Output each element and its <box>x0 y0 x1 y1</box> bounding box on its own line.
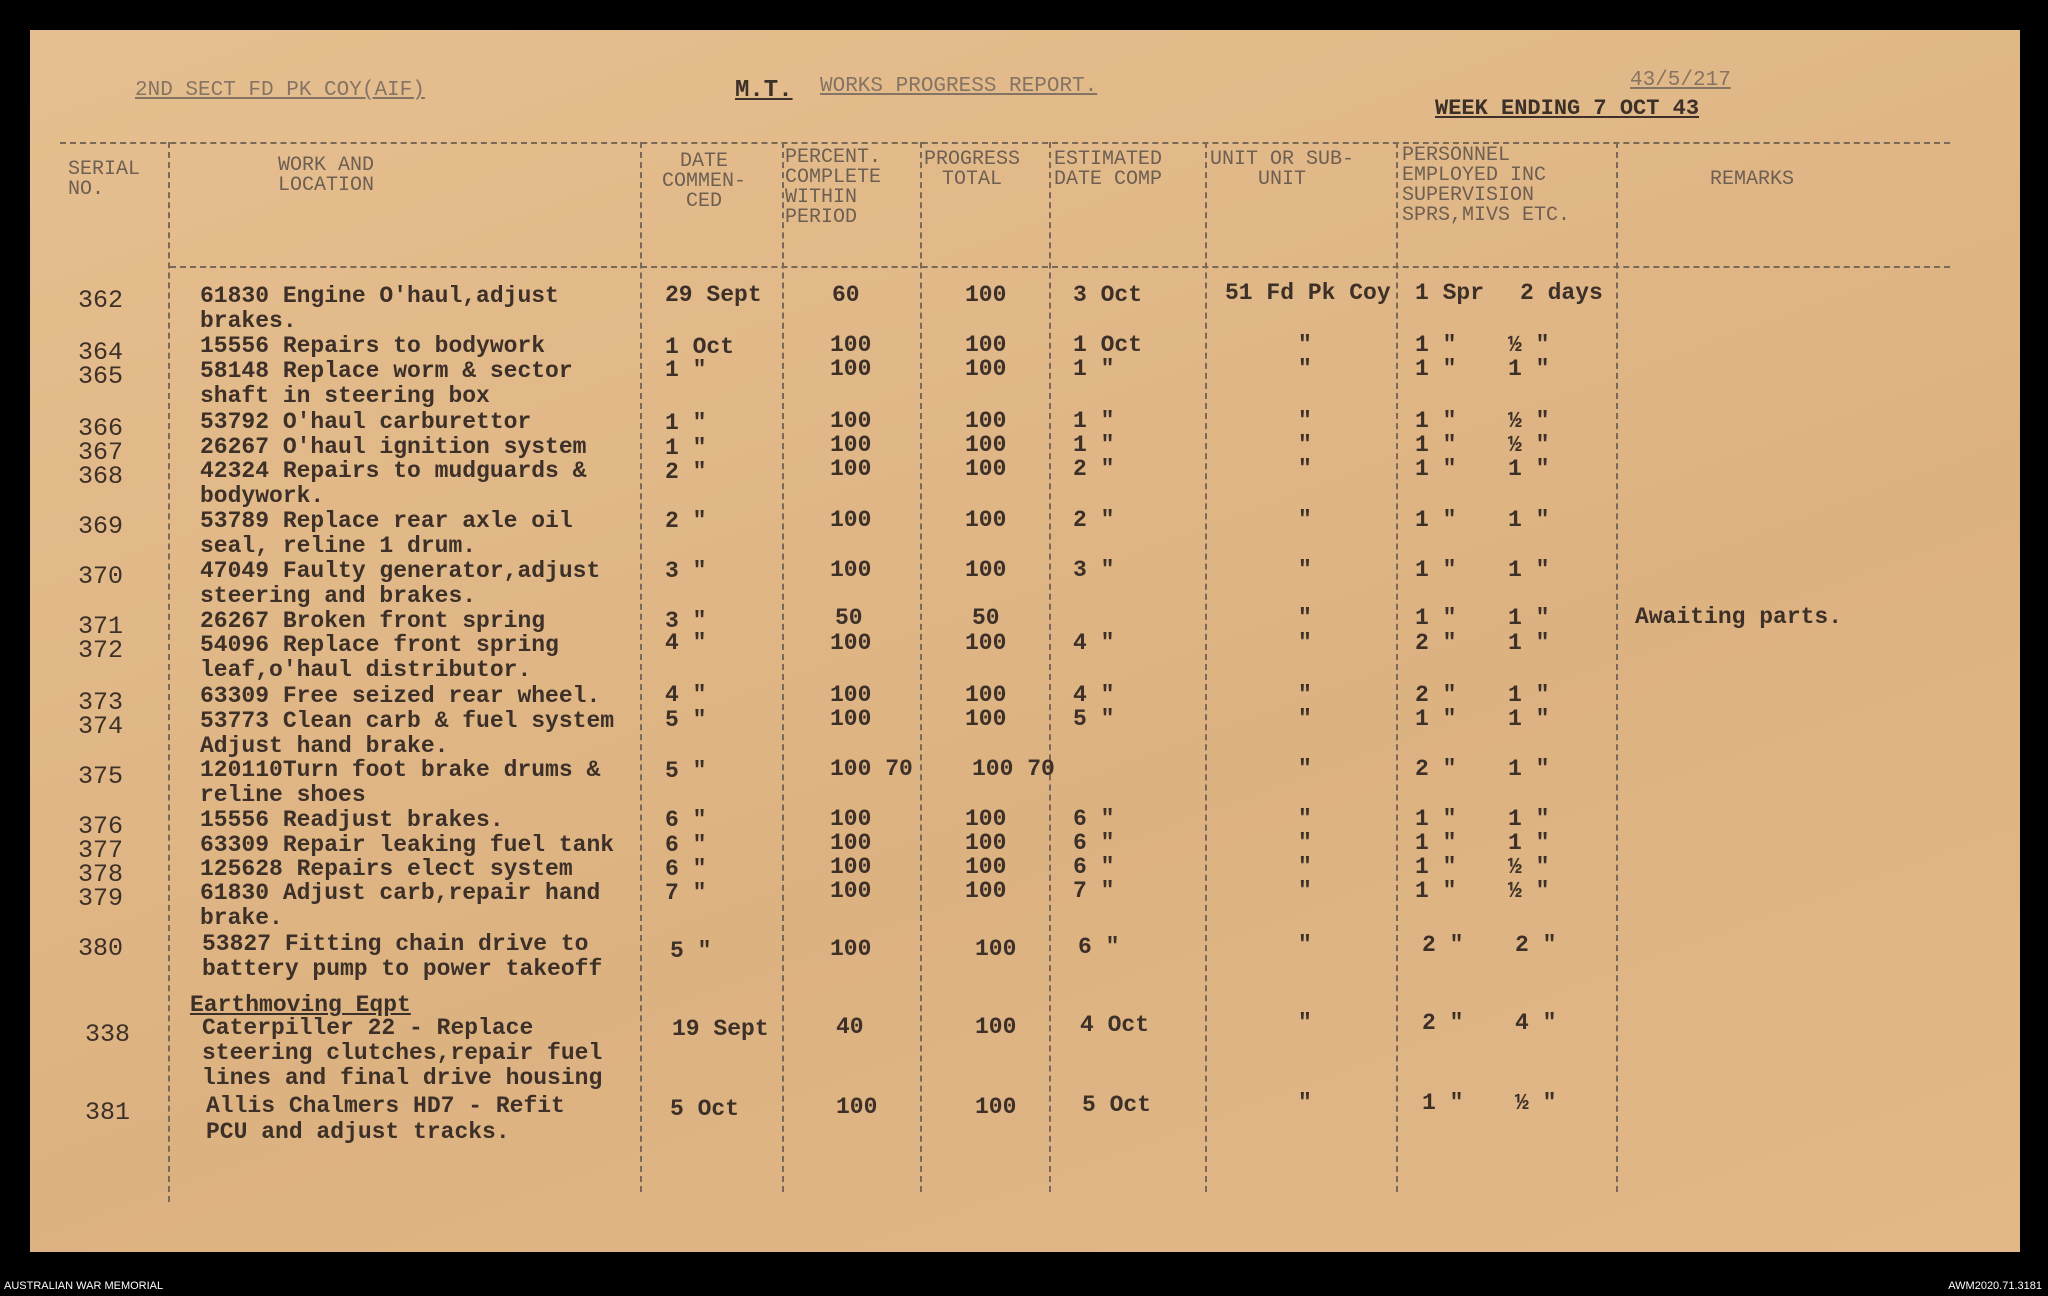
serial-number: 366 <box>78 414 124 443</box>
personnel-count: 1 " <box>1422 1090 1464 1116</box>
estimated-date: 4 " <box>1073 682 1115 708</box>
work-line: 61830 Engine O'haul,adjust <box>200 283 559 309</box>
unit-name: " <box>1298 1090 1312 1116</box>
unit-heading: 2ND SECT FD PK COY(AIF) <box>135 79 425 102</box>
unit-name: " <box>1298 432 1312 458</box>
estimated-date: 2 " <box>1073 456 1115 482</box>
progress-total: 100 <box>965 282 1007 308</box>
serial-number: 377 <box>78 836 124 865</box>
column-divider <box>1049 142 1051 1192</box>
personnel-count: 1 " <box>1415 605 1457 631</box>
work-line: 63309 Free seized rear wheel. <box>200 683 601 709</box>
estimated-date: 1 Oct <box>1073 332 1143 358</box>
file-reference: 43/5/217 <box>1630 69 1731 92</box>
personnel-days: 2 days <box>1520 280 1603 306</box>
work-line: steering clutches,repair fuel <box>202 1040 603 1066</box>
remark-text: Awaiting parts. <box>1635 604 1843 630</box>
percent-complete: 40 <box>836 1014 864 1040</box>
personnel-count: 1 " <box>1415 432 1457 458</box>
personnel-count: 1 Spr <box>1415 280 1485 306</box>
progress-total: 100 <box>965 557 1007 583</box>
percent-complete: 100 <box>830 356 872 382</box>
progress-total: 100 70 <box>972 756 1055 782</box>
serial-number: 369 <box>78 512 124 541</box>
progress-total: 100 <box>975 1094 1017 1120</box>
col-header-serial: SERIAL NO. <box>68 158 141 201</box>
personnel-days: 1 " <box>1508 507 1550 533</box>
date-commenced: 6 " <box>665 856 707 882</box>
personnel-count: 1 " <box>1415 806 1457 832</box>
estimated-date: 5 " <box>1073 706 1115 732</box>
date-commenced: 4 " <box>665 630 707 656</box>
personnel-days: ½ " <box>1515 1090 1557 1116</box>
personnel-count: 1 " <box>1415 332 1457 358</box>
serial-number: 381 <box>85 1098 131 1127</box>
estimated-date: 4 " <box>1073 630 1115 656</box>
column-divider <box>920 142 922 1192</box>
date-commenced: 19 Sept <box>672 1016 769 1042</box>
percent-complete: 100 <box>830 456 872 482</box>
column-divider <box>640 142 642 1192</box>
work-line: PCU and adjust tracks. <box>206 1119 510 1145</box>
personnel-count: 2 " <box>1422 1010 1464 1036</box>
progress-total: 100 <box>975 1014 1017 1040</box>
unit-name: " <box>1298 507 1312 533</box>
personnel-count: 2 " <box>1422 932 1464 958</box>
personnel-days: ½ " <box>1508 878 1550 904</box>
serial-number: 371 <box>78 612 124 641</box>
serial-number: 380 <box>78 934 124 963</box>
date-commenced: 3 " <box>665 558 707 584</box>
serial-number: 370 <box>78 562 124 591</box>
percent-complete: 100 <box>836 1094 878 1120</box>
date-commenced: 1 " <box>665 435 707 461</box>
unit-name: " <box>1298 830 1312 856</box>
col-header-date: DATE COMMEN- CED <box>662 150 747 213</box>
progress-total: 100 <box>965 806 1007 832</box>
personnel-days: ½ " <box>1508 408 1550 434</box>
estimated-date: 1 " <box>1073 432 1115 458</box>
column-divider <box>1396 142 1398 1192</box>
unit-name: " <box>1298 356 1312 382</box>
percent-complete: 100 <box>830 936 872 962</box>
progress-total: 100 <box>965 408 1007 434</box>
work-line: seal, reline 1 drum. <box>200 533 477 559</box>
serial-number: 362 <box>78 286 124 315</box>
percent-complete: 100 <box>830 432 872 458</box>
estimated-date: 3 Oct <box>1073 282 1143 308</box>
personnel-days: 1 " <box>1508 605 1550 631</box>
progress-total: 100 <box>965 854 1007 880</box>
personnel-count: 1 " <box>1415 878 1457 904</box>
work-line: brakes. <box>200 308 297 334</box>
work-line: shaft in steering box <box>200 383 490 409</box>
progress-total: 100 <box>965 507 1007 533</box>
personnel-days: ½ " <box>1508 854 1550 880</box>
progress-total: 50 <box>972 605 1000 631</box>
date-commenced: 5 Oct <box>670 1096 740 1122</box>
unit-name: " <box>1298 706 1312 732</box>
progress-total: 100 <box>965 356 1007 382</box>
progress-total: 100 <box>965 456 1007 482</box>
date-commenced: 2 " <box>665 459 707 485</box>
unit-name: " <box>1298 605 1312 631</box>
work-line: leaf,o'haul distributor. <box>200 657 532 683</box>
date-commenced: 5 " <box>665 758 707 784</box>
col-header-personnel: PERSONNEL EMPLOYED INC SUPERVISION SPRS,MIVS ETC. <box>1402 144 1571 227</box>
percent-complete: 50 <box>835 605 863 631</box>
serial-number: 374 <box>78 712 124 741</box>
serial-number: 376 <box>78 812 124 841</box>
personnel-days: 2 " <box>1515 932 1557 958</box>
estimated-date: 1 " <box>1073 408 1115 434</box>
personnel-days: 1 " <box>1508 806 1550 832</box>
personnel-days: 1 " <box>1508 682 1550 708</box>
unit-name: " <box>1298 630 1312 656</box>
personnel-days: 1 " <box>1508 630 1550 656</box>
date-commenced: 5 " <box>665 707 707 733</box>
personnel-days: 4 " <box>1515 1010 1557 1036</box>
estimated-date: 3 " <box>1073 557 1115 583</box>
unit-name: " <box>1298 557 1312 583</box>
report-title: WORKS PROGRESS REPORT. <box>820 75 1098 98</box>
unit-name: " <box>1298 756 1312 782</box>
personnel-count: 1 " <box>1415 557 1457 583</box>
personnel-days: 1 " <box>1508 830 1550 856</box>
work-line: 63309 Repair leaking fuel tank <box>200 832 615 858</box>
work-line: lines and final drive housing <box>202 1065 603 1091</box>
work-line: 53792 O'haul carburettor <box>200 409 532 435</box>
personnel-days: ½ " <box>1508 432 1550 458</box>
progress-total: 100 <box>965 706 1007 732</box>
percent-complete: 100 <box>830 706 872 732</box>
serial-number: 364 <box>78 338 124 367</box>
unit-name: 51 Fd Pk Coy <box>1225 280 1391 306</box>
report-page <box>30 30 2020 1252</box>
unit-name: " <box>1298 806 1312 832</box>
personnel-count: 1 " <box>1415 408 1457 434</box>
work-line: 53773 Clean carb & fuel system <box>200 708 615 734</box>
personnel-count: 1 " <box>1415 507 1457 533</box>
personnel-count: 2 " <box>1415 682 1457 708</box>
work-line: bodywork. <box>200 483 325 509</box>
personnel-count: 2 " <box>1415 756 1457 782</box>
date-commenced: 2 " <box>665 508 707 534</box>
percent-complete: 100 <box>830 830 872 856</box>
col-header-percent: PERCENT. COMPLETE WITHIN PERIOD <box>785 146 882 229</box>
estimated-date: 2 " <box>1073 507 1115 533</box>
col-header-progress: PROGRESS TOTAL <box>924 148 1021 191</box>
percent-complete: 60 <box>832 282 860 308</box>
date-commenced: 1 Oct <box>665 334 735 360</box>
personnel-count: 1 " <box>1415 706 1457 732</box>
percent-complete: 100 <box>830 408 872 434</box>
unit-name: " <box>1298 878 1312 904</box>
archive-reference: AWM2020.71.3181 <box>1948 1280 2042 1292</box>
unit-name: " <box>1298 854 1312 880</box>
work-line: 53789 Replace rear axle oil <box>200 508 573 534</box>
date-commenced: 1 " <box>665 410 707 436</box>
week-ending: WEEK ENDING 7 OCT 43 <box>1435 96 1700 121</box>
title-prefix: M.T. <box>735 77 793 104</box>
percent-complete: 100 <box>830 806 872 832</box>
header-top-rule <box>60 142 1950 144</box>
percent-complete: 100 70 <box>830 756 913 782</box>
personnel-count: 2 " <box>1415 630 1457 656</box>
personnel-count: 1 " <box>1415 356 1457 382</box>
date-commenced: 1 " <box>665 357 707 383</box>
work-line: 58148 Replace worm & sector <box>200 358 573 384</box>
unit-name: " <box>1298 682 1312 708</box>
serial-number: 372 <box>78 636 124 665</box>
column-divider <box>1205 142 1207 1192</box>
estimated-date: 1 " <box>1073 356 1115 382</box>
work-line: 15556 Repairs to bodywork <box>200 333 546 359</box>
progress-total: 100 <box>965 630 1007 656</box>
col-header-estimated: ESTIMATED DATE COMP <box>1054 148 1163 191</box>
serial-number: 368 <box>78 462 124 491</box>
work-line: steering and brakes. <box>200 583 477 609</box>
serial-number: 365 <box>78 362 124 391</box>
col-header-unit: UNIT OR SUB- UNIT <box>1210 148 1355 191</box>
work-line: 42324 Repairs to mudguards & <box>200 458 587 484</box>
column-divider <box>168 142 170 1202</box>
unit-name: " <box>1298 332 1312 358</box>
personnel-count: 1 " <box>1415 456 1457 482</box>
work-line: 54096 Replace front spring <box>200 632 559 658</box>
col-header-remarks: REMARKS <box>1710 168 1795 191</box>
estimated-date: 4 Oct <box>1080 1012 1150 1038</box>
header-bottom-rule <box>170 266 1950 268</box>
estimated-date: 6 " <box>1073 830 1115 856</box>
progress-total: 100 <box>965 878 1007 904</box>
personnel-days: 1 " <box>1508 756 1550 782</box>
estimated-date: 5 Oct <box>1082 1092 1152 1118</box>
percent-complete: 100 <box>830 507 872 533</box>
work-line: Adjust hand brake. <box>200 733 449 759</box>
estimated-date: 7 " <box>1073 878 1115 904</box>
serial-number: 367 <box>78 438 124 467</box>
date-commenced: 4 " <box>665 682 707 708</box>
serial-number: 378 <box>78 860 124 889</box>
work-line: 125628 Repairs elect system <box>200 856 573 882</box>
date-commenced: 5 " <box>670 938 712 964</box>
percent-complete: 100 <box>830 630 872 656</box>
progress-total: 100 <box>965 432 1007 458</box>
personnel-days: 1 " <box>1508 456 1550 482</box>
personnel-days: 1 " <box>1508 706 1550 732</box>
date-commenced: 3 " <box>665 608 707 634</box>
personnel-count: 1 " <box>1415 854 1457 880</box>
work-line: 53827 Fitting chain drive to <box>202 931 589 957</box>
date-commenced: 6 " <box>665 832 707 858</box>
percent-complete: 100 <box>830 557 872 583</box>
serial-number: 379 <box>78 884 124 913</box>
work-line: 61830 Adjust carb,repair hand <box>200 880 601 906</box>
unit-name: " <box>1298 456 1312 482</box>
personnel-days: 1 " <box>1508 356 1550 382</box>
work-line: 15556 Readjust brakes. <box>200 807 504 833</box>
date-commenced: 7 " <box>665 880 707 906</box>
work-line: 47049 Faulty generator,adjust <box>200 558 601 584</box>
percent-complete: 100 <box>830 878 872 904</box>
section-heading: Earthmoving Eqpt <box>190 992 411 1018</box>
percent-complete: 100 <box>830 332 872 358</box>
unit-name: " <box>1298 932 1312 958</box>
estimated-date: 6 " <box>1073 854 1115 880</box>
work-line: Allis Chalmers HD7 - Refit <box>206 1093 565 1119</box>
archive-credit: AUSTRALIAN WAR MEMORIAL <box>4 1280 164 1292</box>
date-commenced: 6 " <box>665 807 707 833</box>
estimated-date: 6 " <box>1073 806 1115 832</box>
serial-number: 375 <box>78 762 124 791</box>
unit-name: " <box>1298 408 1312 434</box>
work-line: 26267 O'haul ignition system <box>200 434 587 460</box>
work-line: battery pump to power takeoff <box>202 956 603 982</box>
col-header-work: WORK AND LOCATION <box>278 154 375 197</box>
serial-number: 373 <box>78 688 124 717</box>
column-divider <box>782 142 784 1192</box>
work-line: brake. <box>200 905 283 931</box>
percent-complete: 100 <box>830 854 872 880</box>
progress-total: 100 <box>965 682 1007 708</box>
date-commenced: 29 Sept <box>665 282 762 308</box>
work-line: 120110Turn foot brake drums & <box>200 757 601 783</box>
column-divider <box>1616 142 1618 1192</box>
estimated-date: 6 " <box>1078 934 1120 960</box>
unit-name: " <box>1298 1010 1312 1036</box>
work-line: reline shoes <box>200 782 366 808</box>
progress-total: 100 <box>975 936 1017 962</box>
personnel-days: ½ " <box>1508 332 1550 358</box>
serial-number: 338 <box>85 1020 131 1049</box>
progress-total: 100 <box>965 332 1007 358</box>
personnel-count: 1 " <box>1415 830 1457 856</box>
work-line: Caterpiller 22 - Replace <box>202 1015 534 1041</box>
personnel-days: 1 " <box>1508 557 1550 583</box>
progress-total: 100 <box>965 830 1007 856</box>
work-line: 26267 Broken front spring <box>200 608 546 634</box>
percent-complete: 100 <box>830 682 872 708</box>
